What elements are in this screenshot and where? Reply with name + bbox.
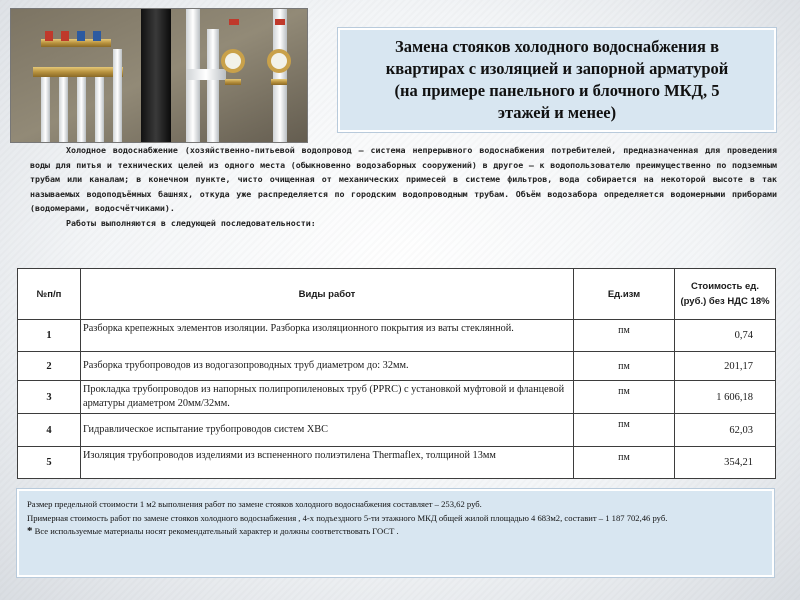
- row-work: Изоляция трубопроводов изделиями из вспененного полиэтилена Thermaflex, толщиной 13мм: [81, 447, 574, 479]
- works-table: [17, 268, 775, 479]
- intro-paragraph: Холодное водоснабжение (хозяйственно-питьевой водопровод — система непрерывного водоснабжения потребителей, предназначенная для проведения воды для питья и технических целей из одного места (обыкновенно водозаборных сооружений) в другое — к водопользователю преимущественно по подземным трубам или каналам; в конечном пункте, чисто очищенная от механических примесей в системе фильтров, вода собирается на некоторой высоте в так называемых водоподъёмных башнях, откуда уже распределяется по городским водопроводным трубам. Объём водозабора определяется водомерными приборами (водомерами, водосчётчиками).: [30, 145, 777, 214]
- table-row: [18, 447, 776, 479]
- row-num: 5: [18, 447, 81, 479]
- header-work: Виды работ: [81, 269, 574, 320]
- note-line-2: Примерная стоимость работ по замене стояков холодного водоснабжения , 4-х подъездного 5-ти этажного МКД общей жилой площадью 4 683м2, составит – 1 187 702,46 руб.: [27, 512, 668, 523]
- row-price: 0,74: [675, 320, 776, 352]
- row-price: 354,21: [675, 447, 776, 479]
- header-num: №п/п: [18, 269, 81, 320]
- note-line-3: [27, 525, 764, 539]
- water-pipes-photo: [10, 8, 308, 143]
- header-unit: Ед.изм: [574, 269, 675, 320]
- row-work: Гидравлическое испытание трубопроводов систем ХВС: [81, 414, 574, 447]
- row-num: 1: [18, 320, 81, 352]
- title-line-3: (на примере панельного и блочного МКД, 5: [394, 81, 720, 100]
- row-price: 201,17: [675, 352, 776, 381]
- table-row: [18, 320, 776, 352]
- page-title: [338, 28, 776, 132]
- row-num: 3: [18, 381, 81, 414]
- title-line-2: квартирах с изоляцией и запорной арматурой: [385, 59, 729, 78]
- table-row: [18, 414, 776, 447]
- row-price: 62,03: [675, 414, 776, 447]
- row-num: 4: [18, 414, 81, 447]
- title-line-1: Замена стояков холодного водоснабжения в: [394, 37, 720, 56]
- row-num: 2: [18, 352, 81, 381]
- asterisk-mark: *: [27, 525, 33, 538]
- table-row: [18, 381, 776, 414]
- row-unit: пм: [574, 381, 675, 414]
- row-unit: пм: [574, 352, 675, 381]
- row-unit: пм: [574, 447, 675, 479]
- row-unit: пм: [574, 320, 675, 352]
- note-line-3-text: Все используемые материалы носят рекомендательный характер и должны соответствовать ГОСТ .: [34, 526, 399, 537]
- intro-lead: Работы выполняются в следующей последовательности:: [66, 217, 316, 228]
- header-price: Стоимость ед. (руб.) без НДС 18%: [675, 269, 776, 320]
- row-work: Разборка трубопроводов из водогазопроводных труб диаметром до: 32мм.: [81, 352, 574, 381]
- table-row: [18, 352, 776, 381]
- row-price: 1 606,18: [675, 381, 776, 414]
- note-line-1: Размер предельной стоимости 1 м2 выполнения работ по замене стояков холодного водоснабжения составляет – 253,62 руб.: [27, 499, 482, 509]
- cost-note-box: [17, 489, 774, 577]
- title-line-4: этажей и менее): [497, 103, 617, 122]
- row-unit: пм: [574, 414, 675, 447]
- row-work: Прокладка трубопроводов из напорных полипропиленовых труб (PPRC) с установкой муфтовой и фланцевой арматуры диаметром 20мм/32мм.: [81, 381, 574, 414]
- row-work: Разборка крепежных элементов изоляции. Разборка изоляционного покрытия из ваты стеклянной.: [81, 320, 574, 352]
- table-header-row: [18, 269, 776, 320]
- intro-section: [30, 143, 777, 231]
